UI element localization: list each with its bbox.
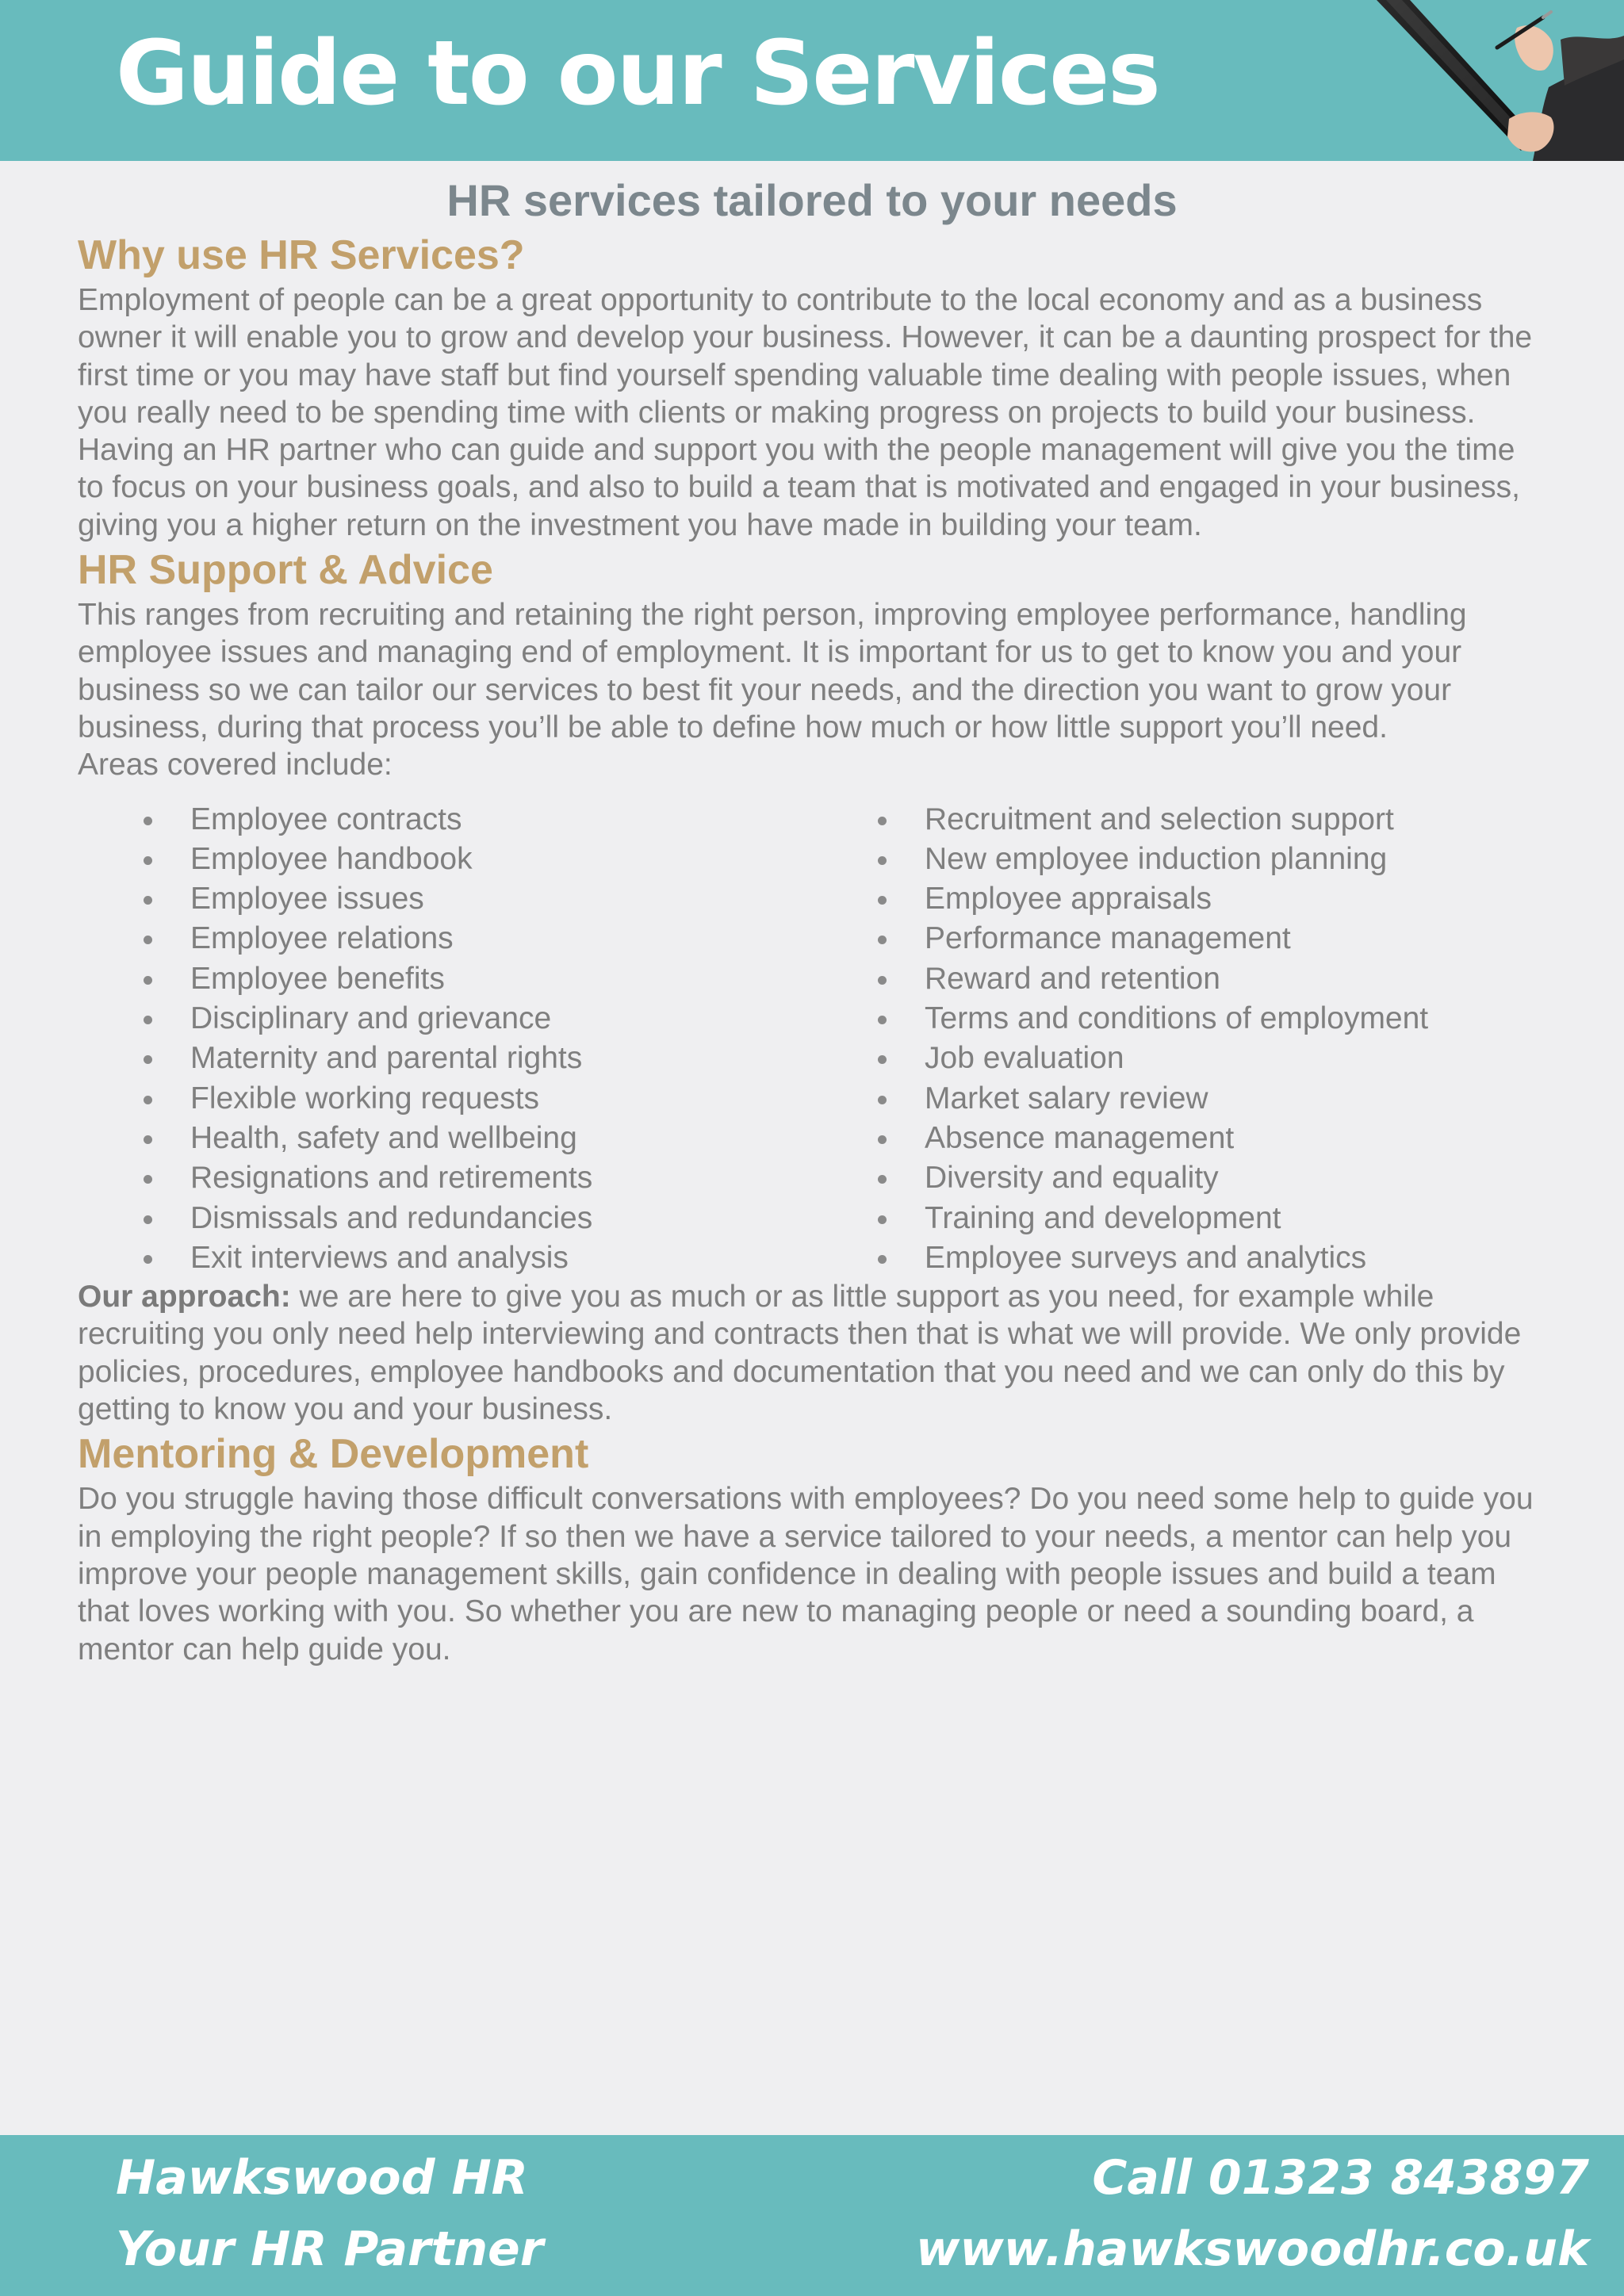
list-item: Reward and retention [812, 959, 1546, 999]
list-item: Recruitment and selection support [812, 800, 1546, 840]
list-item: Flexible working requests [78, 1079, 812, 1119]
page-title: Guide to our Services [116, 22, 1159, 125]
section-text-support: This ranges from recruiting and retaining the right person, improving employee performance, handling employee issues and managing end of employment. It is important for us to get to know you and your business so we can tailor our services to best fit your needs, and the direction you want to grow your business, during that process you’ll be able to define how much or how little support you’ll need. [78, 598, 1467, 744]
list-item: Exit interviews and analysis [78, 1238, 812, 1278]
list-item: New employee induction planning [812, 840, 1546, 879]
list-item: Health, safety and wellbeing [78, 1119, 812, 1158]
list-item: Employee relations [78, 919, 812, 959]
section-heading-support: HR Support & Advice [78, 547, 493, 594]
main-content [78, 161, 1546, 1668]
list-item: Resignations and retirements [78, 1158, 812, 1198]
list-item: Market salary review [812, 1079, 1546, 1119]
areas-list-right [812, 800, 1546, 1279]
list-item: Diversity and equality [812, 1158, 1546, 1198]
list-item: Absence management [812, 1119, 1546, 1158]
footer-banner [0, 2135, 1624, 2296]
approach-paragraph [78, 1278, 1546, 1428]
subtitle: HR services tailored to your needs [446, 175, 1178, 225]
list-item: Employee surveys and analytics [812, 1238, 1546, 1278]
section-text-mentoring: Do you struggle having those difficult conversations with employees? Do you need some help to guide you in employing the right people? If so then we have a service tailored to your needs, a mentor can help you improve your people management skills, gain confidence in dealing with people issues and build a team that loves working with you. So whether you are new to managing people or need a sounding board, a mentor can help guide you. [78, 1482, 1534, 1667]
list-item: Dismissals and redundancies [78, 1199, 812, 1238]
approach-text: we are here to give you as much or as little support as you need, for example while recruiting you only need help interviewing and contracts then that is what we will provide. We only provide policies, procedures, employee handbooks and documentation that you need and we can only do this by getting to know you and your business. [78, 1280, 1522, 1427]
areas-lists [78, 800, 1546, 1279]
list-item: Employee benefits [78, 959, 812, 999]
list-item: Employee handbook [78, 840, 812, 879]
phone-number: Call 01323 843897 [1092, 2150, 1589, 2206]
list-item: Performance management [812, 919, 1546, 959]
areas-intro: Areas covered include: [78, 748, 393, 783]
section-text-why: Employment of people can be a great opportunity to contribute to the local economy and as a business owner it will enable you to grow and develop your business. However, it can be a daunting prospect for the first time or you may have staff but find yourself spending valuable time dealing with people issues, when you really need to be spending time with clients or making progress on projects to build your business. Having an HR partner who can guide and support you with the people management will give you the time to focus on your business goals, and also to build a team that is motivated and engaged in your business, giving you a higher return on the investment you have made in building your team. [78, 283, 1533, 542]
areas-list-left [78, 800, 812, 1279]
approach-label: Our approach: [78, 1280, 291, 1314]
list-item: Training and development [812, 1199, 1546, 1238]
section-heading-mentoring: Mentoring & Development [78, 1431, 589, 1478]
list-item: Maternity and parental rights [78, 1039, 812, 1078]
company-tagline: Your HR Partner [116, 2221, 544, 2277]
section-heading-why: Why use HR Services? [78, 232, 525, 278]
list-item: Disciplinary and grievance [78, 999, 812, 1039]
list-item: Job evaluation [812, 1039, 1546, 1078]
website-link[interactable]: www.hawkswoodhr.co.uk [915, 2221, 1589, 2277]
list-item: Employee appraisals [812, 879, 1546, 919]
list-item: Terms and conditions of employment [812, 999, 1546, 1039]
businesswoman-tablet-photo [1362, 0, 1624, 161]
list-item: Employee contracts [78, 800, 812, 840]
header-banner [0, 0, 1624, 161]
company-name: Hawkswood HR [116, 2150, 528, 2206]
list-item: Employee issues [78, 879, 812, 919]
